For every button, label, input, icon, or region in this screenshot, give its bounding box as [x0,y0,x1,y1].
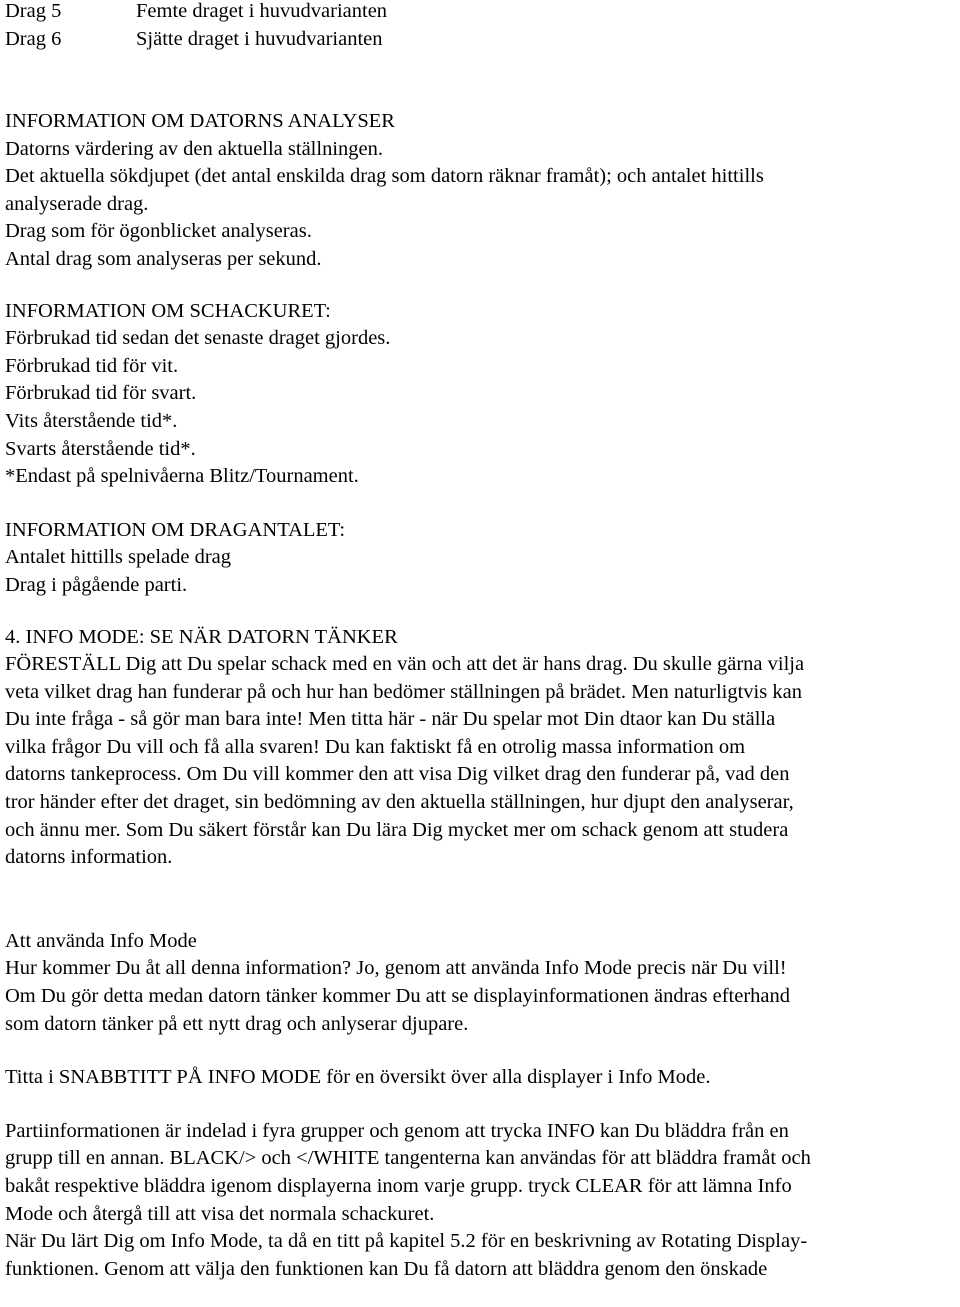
move-count-section [5,517,957,600]
section-heading: INFORMATION OM DATORNS ANALYSER [5,110,395,132]
text-line: datorns tankeprocess. Om Du vill kommer den att visa Dig vilket drag den funderar på, vad den [5,763,790,786]
text-line: datorns information. [5,846,173,869]
footnote: *Endast på spelnivåerna Blitz/Tournament. [5,465,359,488]
text-line: Mode och återgå till att visa det normala schackuret. [5,1202,435,1225]
info-mode-section [5,624,957,872]
section-heading: INFORMATION OM DRAGANTALET: [5,518,346,541]
text-line: Partiinformationen är indelad i fyra grupper och genom att trycka INFO kan Du bläddra från en [5,1119,789,1142]
clock-section [5,298,957,491]
text-line: Du inte fråga - så gör man bara inte! Men titta här - när Du spelar mot Din dtaor kan Du ställa [5,708,776,731]
drag-description: Femte draget i huvudvarianten [136,0,388,22]
text-line: Datorns värdering av den aktuella ställningen. [5,137,383,160]
text-line: vilka frågor Du vill och få alla svaren! Du kan faktiskt få en otrolig massa information om [5,735,746,758]
text-line: analyserade drag. [5,192,149,215]
drag-label: Drag 5 [5,0,62,22]
text-line: Drag i pågående parti. [5,573,188,596]
groups-paragraph [5,1118,957,1284]
text-line: Vits återstående tid*. [5,409,178,432]
text-line: FÖRESTÄLL Dig att Du spelar schack med en vän och att det är hans drag. Du skulle gärna vilja [5,653,805,676]
analysis-section [5,108,957,274]
text-line: Förbrukad tid för vit. [5,354,179,377]
drag-row [5,0,957,26]
text-line: Det aktuella sökdjupet (det antal enskilda drag som datorn räknar framåt); och antalet hittills [5,165,764,188]
text-line: Om Du gör detta medan datorn tänker kommer Du att se displayinformationen ändras efterhand [5,985,791,1008]
drag-row [5,26,957,54]
section-heading: INFORMATION OM SCHACKURET: [5,299,331,322]
document-page [5,0,957,1283]
drag-table [5,0,957,54]
text-line: Antalet hittills spelade drag [5,546,232,569]
quick-look-paragraph [5,1064,957,1092]
text-line: Hur kommer Du åt all denna information? Jo, genom att använda Info Mode precis när Du vill! [5,957,787,980]
text-line: funktionen. Genom att välja den funktionen kan Du få datorn att bläddra genom den önskade [5,1257,768,1280]
text-line: Titta i SNABBTITT PÅ INFO MODE för en översikt över alla displayer i Info Mode. [5,1066,711,1089]
text-line: veta vilket drag han funderar på och hur han bedömer ställningen på brädet. Men naturligtvis kan [5,680,802,703]
text-line: Svarts återstående tid*. [5,437,196,460]
text-line: som datorn tänker på ett nytt drag och anlyserar djupare. [5,1012,469,1035]
text-line: grupp till en annan. BLACK/> och </WHITE tangenterna kan användas för att bläddra framåt och [5,1147,811,1170]
text-line: tror händer efter det draget, sin bedömning av den aktuella ställningen, hur djupt den analyserar, [5,791,794,814]
text-line: Förbrukad tid sedan det senaste draget gjordes. [5,327,391,350]
drag-description: Sjätte draget i huvudvarianten [136,28,383,50]
text-line: Drag som för ögonblicket analyseras. [5,220,312,243]
text-line: Förbrukad tid för svart. [5,382,197,405]
subsection-heading: Att använda Info Mode [5,929,197,952]
text-line: bakåt respektive bläddra igenom displayerna inom varje grupp. tryck CLEAR för att lämna Info [5,1175,792,1197]
chapter-heading: 4. INFO MODE: SE NÄR DATORN TÄNKER [5,625,398,648]
text-line: Antal drag som analyseras per sekund. [5,247,322,270]
text-line: och ännu mer. Som Du säkert förstår kan Du lära Dig mycket mer om schack genom att studera [5,818,789,841]
using-info-mode-section [5,928,957,1038]
drag-label: Drag 6 [5,28,62,50]
text-line: När Du lärt Dig om Info Mode, ta då en titt på kapitel 5.2 för en beskrivning av Rotating Display- [5,1230,808,1253]
